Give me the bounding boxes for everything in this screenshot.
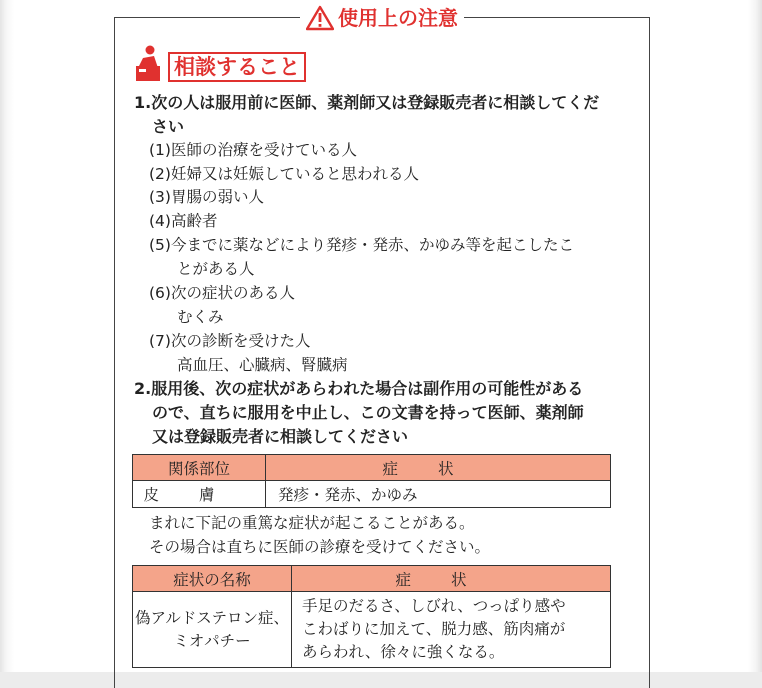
subitem-7: (7)次の診断を受けた人	[149, 332, 311, 350]
warning-icon	[306, 5, 334, 31]
page-title	[300, 4, 464, 32]
item2-line2: ので、直ちに服用を中止し、この文書を持って医師、薬剤師	[152, 403, 584, 422]
table1-header-symptom: 症状	[266, 455, 611, 481]
table2-cell-symptom: 手足のだるさ、しびれ、つっぱり感や こわばりに加えて、脱力感、筋肉痛が あらわれ、徐々に強くなる。	[292, 592, 611, 668]
serious-symptoms-table	[132, 565, 611, 668]
note-line2: その場合は直ちに医師の診療を受けてください。	[149, 538, 491, 556]
table2-header-symptom: 症状	[292, 566, 611, 592]
side-effects-table	[132, 454, 611, 508]
note-line1: まれに下記の重篤な症状が起こることがある。	[149, 514, 475, 532]
subitem-5: (5)今までに薬などにより発疹・発赤、かゆみ等を起こしたこ	[149, 236, 574, 254]
table1-cell-symptom: 発疹・発赤、かゆみ	[266, 481, 611, 508]
subitem-1: (1)医師の治療を受けている人	[149, 141, 357, 159]
subitem-2: (2)妊婦又は妊娠していると思われる人	[149, 165, 419, 183]
item1-line2: さい	[152, 117, 185, 136]
subitem-6-detail: むくみ	[177, 308, 224, 326]
subitem-4: (4)高齢者	[149, 212, 218, 230]
item2-line1: 2.服用後、次の症状があらわれた場合は副作用の可能性がある	[134, 379, 584, 398]
title-text: 使用上の注意	[338, 6, 458, 30]
subitem-7-detail: 高血圧、心臓病、腎臓病	[177, 356, 348, 374]
table2-cell-name: 偽アルドステロン症、 ミオパチー	[133, 592, 292, 668]
table1-cell-part: 皮膚	[133, 481, 266, 508]
table2-header-name: 症状の名称	[133, 566, 292, 592]
item2-line3: 又は登録販売者に相談してください	[152, 427, 409, 446]
subitem-3: (3)胃腸の弱い人	[149, 188, 264, 206]
section-header	[134, 44, 306, 82]
table1-header-part: 関係部位	[133, 455, 266, 481]
consult-person-icon	[134, 44, 162, 82]
item1-line1: 1.次の人は服用前に医師、薬剤師又は登録販売者に相談してくだ	[134, 93, 600, 112]
section-label: 相談すること	[168, 52, 306, 82]
subitem-5-cont: とがある人	[177, 260, 255, 278]
subitem-6: (6)次の症状のある人	[149, 284, 295, 302]
